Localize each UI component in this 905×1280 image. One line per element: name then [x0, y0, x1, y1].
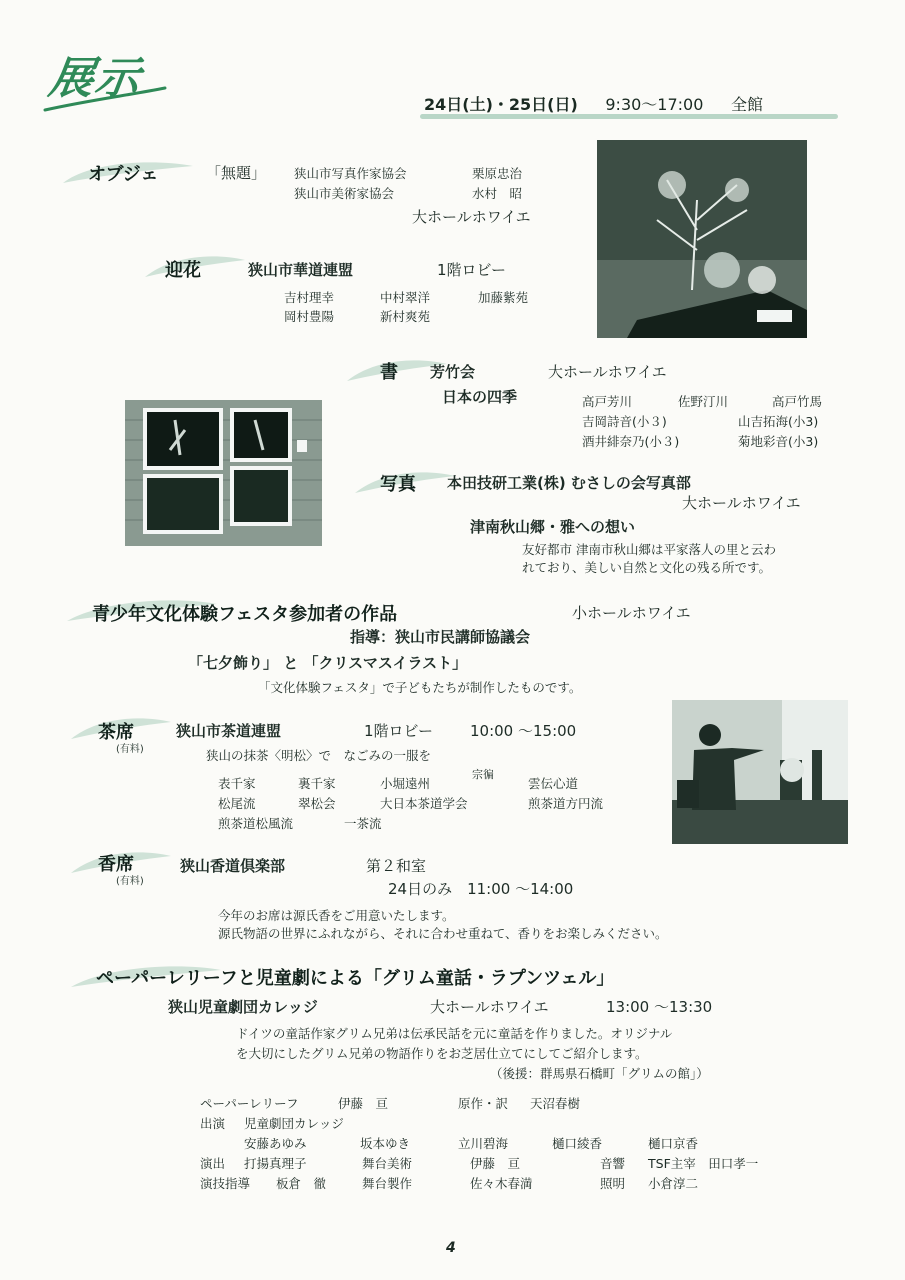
- cast-member: 樋口京香: [648, 1136, 699, 1151]
- grimm-place: 大ホールホワイエ: [430, 998, 549, 1016]
- geika-heading: 迎花: [165, 260, 201, 281]
- shashin-theme: 津南秋山郷・雅への想い: [470, 518, 636, 536]
- sho-name: 酒井緋奈乃(小３): [582, 434, 680, 449]
- credit-name: 小倉淳二: [648, 1176, 699, 1191]
- grimm-time: 13:00 〜13:30: [606, 998, 713, 1016]
- koseki-org: 狭山香道倶楽部: [180, 857, 286, 875]
- sho-name: 佐野汀川: [678, 394, 729, 409]
- tea-ceremony-photo: [672, 700, 848, 844]
- shashin-desc-line2: れており、美しい自然と文化の残る所です。: [522, 560, 772, 575]
- chaseki-school: 雲伝心道: [528, 776, 579, 791]
- koseki-place: 第２和室: [366, 857, 427, 875]
- geika-name: 岡村豊陽: [284, 309, 335, 324]
- credit-name: TSF主宰 田口孝一: [648, 1156, 759, 1171]
- credit-name: 打揚真理子: [244, 1156, 307, 1171]
- sho-name: 吉岡詩音(小３): [582, 414, 667, 429]
- page-number: 4: [446, 1240, 456, 1256]
- credit-name: 伊藤 亘: [470, 1156, 521, 1171]
- koseki-desc-line2: 源氏物語の世界にふれながら、それに合わせ重ねて、香りをお楽しみください。: [218, 926, 668, 941]
- cast-member: 安藤あゆみ: [244, 1136, 307, 1151]
- grimm-desc-line1: ドイツの童話作家グリム兄弟は伝承民話を元に童話を作りました。オリジナル: [236, 1026, 673, 1041]
- chaseki-heading: 茶席: [98, 722, 134, 743]
- shashin-place: 大ホールホワイエ: [682, 494, 801, 512]
- credit-label: 舞台製作: [362, 1176, 413, 1191]
- sho-theme: 日本の四季: [442, 388, 518, 406]
- chaseki-school: 小堀遠州: [380, 776, 431, 791]
- sho-org: 芳竹会: [430, 363, 476, 381]
- chaseki-school: 大日本茶道学会: [380, 796, 468, 811]
- objet-heading: オブジェ: [88, 164, 159, 185]
- festa-desc: 「文化体験フェスタ」で子どもたちが制作したものです。: [258, 680, 582, 695]
- shashin-desc-line1: 友好都市 津南市秋山郷は平家落人の里と云わ: [522, 542, 776, 557]
- objet-work-title: 「無題」: [206, 164, 267, 182]
- credit-name: 佐々木春満: [470, 1176, 533, 1191]
- festa-heading: 青少年文化体験フェスタ参加者の作品: [92, 604, 398, 625]
- festa-works: 「七夕飾り」 と 「クリスマスイラスト」: [188, 654, 468, 672]
- chaseki-school: 松尾流: [218, 796, 256, 811]
- credit-name: 児童劇団カレッジ: [244, 1116, 344, 1131]
- koseki-time: 24日のみ 11:00 〜14:00: [388, 880, 574, 898]
- festa-place: 小ホールホワイエ: [572, 604, 691, 622]
- geika-place: 1階ロビー: [437, 261, 506, 279]
- sho-name: 菊地彩音(小3): [738, 434, 819, 449]
- geika-org: 狭山市華道連盟: [248, 261, 354, 279]
- credit-label: 舞台美術: [362, 1156, 413, 1171]
- chaseki-org: 狭山市茶道連盟: [176, 722, 282, 740]
- chaseki-desc: 狭山の抹茶〈明松〉で なごみの一服を: [206, 748, 432, 763]
- chaseki-fee: (有料): [116, 744, 144, 755]
- chaseki-time: 10:00 〜15:00: [470, 722, 577, 740]
- geika-name: 中村翠洋: [380, 290, 431, 305]
- chaseki-place: 1階ロビー: [364, 722, 433, 740]
- sho-name: 山吉拓海(小3): [738, 414, 819, 429]
- credit-label: 演技指導: [200, 1176, 251, 1191]
- date-underline: [420, 114, 838, 119]
- credit-label: 照明: [600, 1176, 626, 1191]
- sho-name: 高戸竹馬: [772, 394, 823, 409]
- credit-label: 演出: [200, 1156, 226, 1171]
- cast-member: 立川碧海: [458, 1136, 509, 1151]
- grimm-heading: ペーパーレリーフと児童劇による「グリム童話・ラプンツェル」: [96, 968, 615, 989]
- event-time: 9:30〜17:00: [605, 95, 704, 114]
- objet-org2: 狭山市美術家協会: [294, 186, 395, 201]
- cast-member: 坂本ゆき: [360, 1136, 411, 1151]
- grimm-org: 狭山児童劇団カレッジ: [168, 998, 318, 1016]
- chaseki-school: 煎茶道松風流: [218, 816, 294, 831]
- credit-label: 原作・訳: [458, 1096, 509, 1111]
- sho-heading: 書: [380, 362, 398, 383]
- festa-guidance: 指導：狭山市民講師協議会: [350, 628, 531, 646]
- geika-name: 加藤紫苑: [478, 290, 529, 305]
- credit-label: 出演: [200, 1116, 226, 1131]
- credit-name: 天沼春樹: [530, 1096, 581, 1111]
- geika-name: 新村爽苑: [380, 309, 431, 324]
- credit-name: 伊藤 亘: [338, 1096, 389, 1111]
- chaseki-school: 煎茶道方円流: [528, 796, 604, 811]
- event-dates: 24日(土)・25日(日): [424, 95, 578, 114]
- page-title: 展示: [45, 53, 145, 104]
- chaseki-school: 翠松会: [298, 796, 336, 811]
- grimm-support: （後援：群馬県石橋町「グリムの館」）: [490, 1066, 709, 1081]
- shashin-heading: 写真: [380, 474, 416, 495]
- chaseki-school: 宗徧: [472, 768, 494, 781]
- ikebana-photo: [597, 140, 807, 338]
- sho-place: 大ホールホワイエ: [548, 363, 667, 381]
- geika-name: 吉村理幸: [284, 290, 335, 305]
- grimm-desc-line2: を大切にしたグリム兄弟の物語作りをお芝居仕立てにしてご紹介します。: [236, 1046, 648, 1061]
- credit-label: ペーパーレリーフ: [200, 1096, 299, 1111]
- chaseki-school: 一茶流: [344, 816, 382, 831]
- event-dateline: [424, 92, 785, 115]
- event-venue: 全館: [731, 95, 764, 114]
- koseki-fee: (有料): [116, 876, 144, 887]
- chaseki-school: 裏千家: [298, 776, 336, 791]
- sho-name: 高戸芳川: [582, 394, 633, 409]
- cast-member: 樋口綾香: [552, 1136, 603, 1151]
- chaseki-school: 表千家: [218, 776, 256, 791]
- credit-name: 板倉 徹: [276, 1176, 327, 1191]
- koseki-desc-line1: 今年のお席は源氏香をご用意いたします。: [218, 908, 455, 923]
- objet-person1: 栗原忠治: [472, 166, 523, 181]
- calligraphy-photo: [125, 400, 322, 546]
- objet-place: 大ホールホワイエ: [412, 208, 531, 226]
- shashin-org: 本田技研工業(株) むさしの会写真部: [447, 474, 691, 492]
- objet-org1: 狭山市写真作家協会: [294, 166, 407, 181]
- koseki-heading: 香席: [98, 854, 134, 875]
- objet-person2: 水村 昭: [472, 186, 523, 201]
- credit-label: 音響: [600, 1156, 626, 1171]
